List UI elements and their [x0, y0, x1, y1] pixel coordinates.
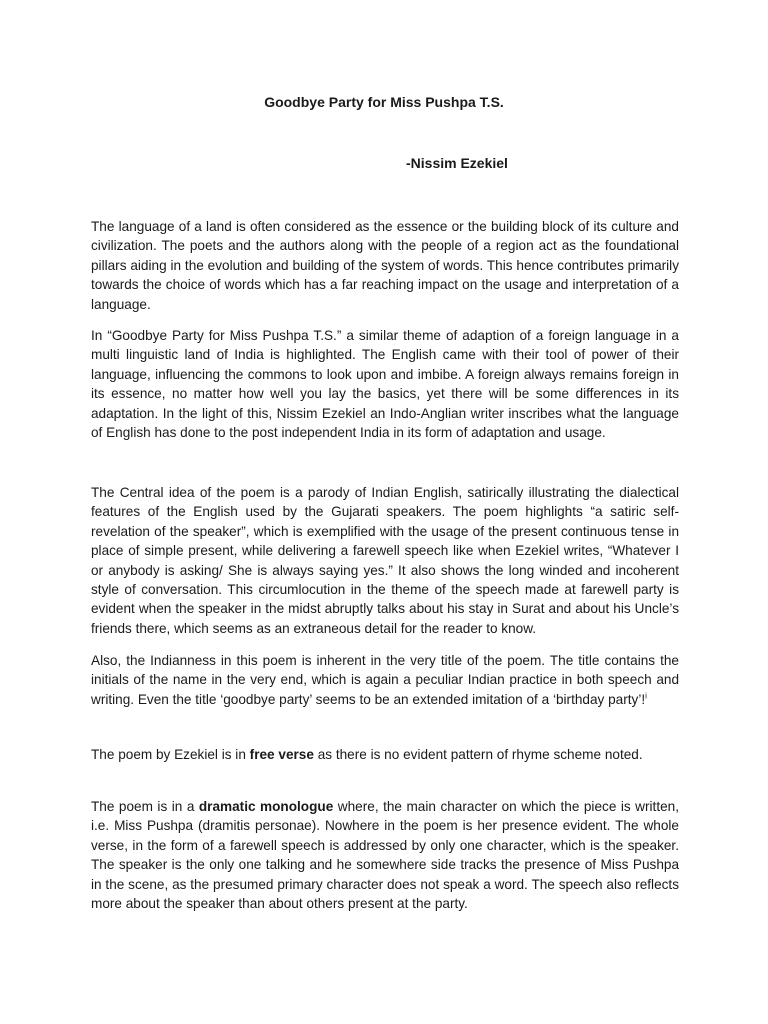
paragraph-central-idea: The Central idea of the poem is a parody of Indian English, satirically illustrating the dialectical features of the English used by the Gujarati speakers. The poem highlights “a satiric self-revelation of the speaker”, which is exemplified with the usage of the present continuous tense in place of simple present, while delivering a farewell speech like when Ezekiel writes, “Whatever I or anybody is asking/ She is always saying yes.” It also shows the long winded and incoherent style of conversation. This circumlocution in the theme of the speech made at farewell party is evident when the speaker in the midst abruptly talks about his stay in Surat and about his Uncle’s friends there, which seems as an extraneous detail for the reader to know.	[91, 485, 679, 636]
monologue-after: where, the main character on which the piece is written, i.e. Miss Pushpa (dramitis personae). Nowhere in the poem is her presence evident. The whole verse, in the form of a farewell speech is addressed by only one character, which is the speaker. The speaker is the only one talking and he somewhere side tracks the presence of Miss Pushpa in the scene, as the presumed primary character does not speak a word. The speech also reflects more about the speaker than about others present at the party.	[91, 799, 680, 912]
footnote-marker[interactable]: i	[645, 691, 647, 701]
free-verse-before: The poem by Ezekiel is in	[91, 747, 250, 762]
paragraph-intro: The language of a land is often considered as the essence or the building block of its culture and civilization. The poets and the authors along with the people of a region act as the foundational pillars aiding in the evolution and building of the system of words. This hence contributes primarily towards the choice of words which has a far reaching impact on the usage and interpretation of a language.	[91, 219, 679, 312]
paragraph-dramatic-monologue	[91, 797, 679, 913]
monologue-before: The poem is in a	[91, 799, 199, 814]
paragraph-indianness	[91, 651, 679, 709]
author-line: -Nissim Ezekiel	[406, 155, 508, 171]
free-verse-bold: free verse	[249, 747, 314, 762]
paragraph-indianness-text: Also, the Indianness in this poem is inherent in the very title of the poem. The title contains the initials of the name in the very end, which is again a peculiar Indian practice in both speech and writing. Even the title ‘goodbye party’ seems to be an extended imitation of a ‘birthday party’!	[91, 653, 679, 707]
free-verse-after: as there is no evident pattern of rhyme scheme noted.	[313, 747, 643, 762]
monologue-bold: dramatic monologue	[198, 799, 334, 814]
paragraph-free-verse	[91, 745, 679, 764]
document-title: Goodbye Party for Miss Pushpa T.S.	[264, 94, 504, 110]
paragraph-theme: In “Goodbye Party for Miss Pushpa T.S.” a similar theme of adaption of a foreign language in a multi linguistic land of India is highlighted. The English came with their tool of power of their language, influencing the commons to look upon and imbibe. A foreign always remains foreign in its essence, no matter how well you lay the basics, yet there will be some differences in its adaptation. In the light of this, Nissim Ezekiel an Indo-Anglian writer inscribes what the language of English has done to the post independent India in its form of adaptation and usage.	[91, 328, 679, 441]
